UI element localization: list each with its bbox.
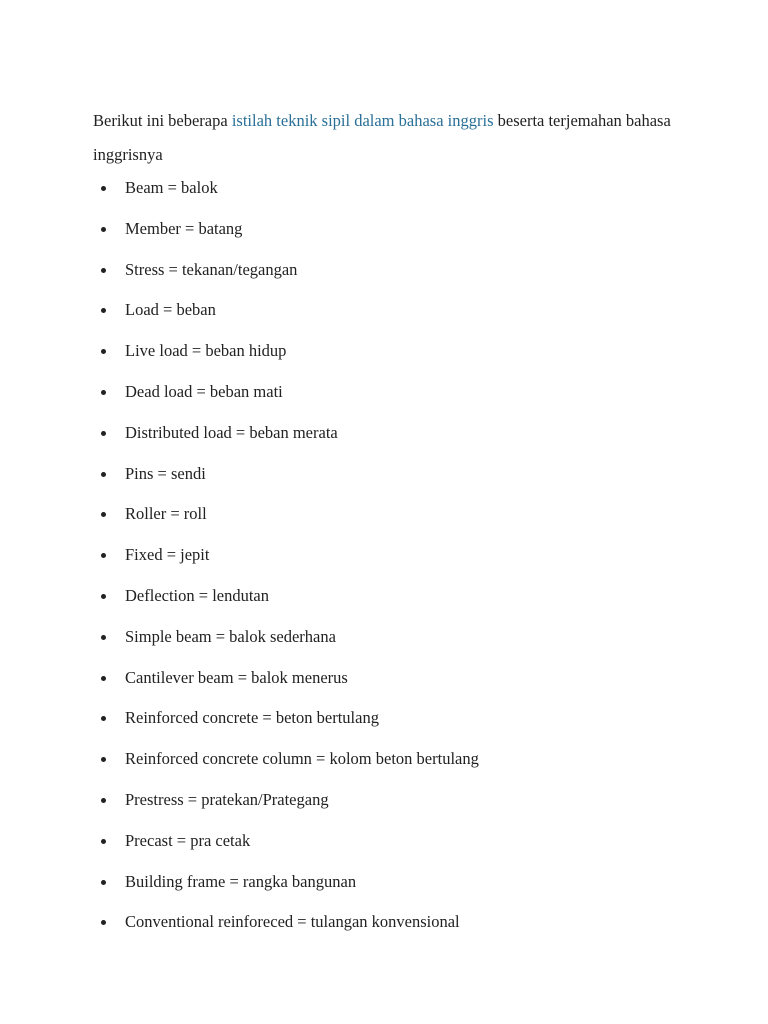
bullet-icon (101, 349, 106, 354)
bullet-icon (101, 635, 106, 640)
list-item (0, 250, 479, 291)
bullet-icon (101, 186, 106, 191)
intro-link[interactable]: istilah teknik sipil dalam bahasa inggris (231, 111, 494, 130)
bullet-icon (101, 920, 106, 925)
list-item (0, 168, 479, 209)
intro-paragraph (93, 104, 713, 172)
term-text: Building frame = rangka bangunan (125, 871, 357, 891)
bullet-icon (101, 268, 106, 273)
term-text: Simple beam = balok sederhana (125, 626, 336, 646)
term-text: Deflection = lendutan (125, 585, 270, 605)
bullet-icon (101, 553, 106, 558)
term-text: Reinforced concrete column = kolom beton bertulang (125, 749, 479, 769)
term-text: Conventional reinforeced = tulangan konvensional (125, 912, 460, 932)
list-item (0, 535, 479, 576)
terms-list (0, 168, 479, 943)
bullet-icon (101, 716, 106, 721)
list-item (0, 494, 479, 535)
list-item (0, 331, 479, 372)
bullet-icon (101, 512, 106, 517)
term-text: Reinforced concrete = beton bertulang (125, 708, 379, 728)
list-item (0, 290, 479, 331)
bullet-icon (101, 880, 106, 885)
bullet-icon (101, 798, 106, 803)
bullet-icon (101, 390, 106, 395)
list-item (0, 739, 479, 780)
list-item (0, 658, 479, 699)
list-item (0, 862, 479, 903)
list-item (0, 209, 479, 250)
bullet-icon (101, 594, 106, 599)
term-text: Live load = beban hidup (125, 341, 287, 361)
term-text: Distributed load = beban merata (125, 422, 338, 442)
bullet-icon (101, 757, 106, 762)
list-item (0, 821, 479, 862)
bullet-icon (101, 431, 106, 436)
term-text: Fixed = jepit (125, 545, 210, 565)
bullet-icon (101, 472, 106, 477)
list-item (0, 698, 479, 739)
term-text: Dead load = beban mati (125, 381, 283, 401)
list-item (0, 780, 479, 821)
bullet-icon (101, 308, 106, 313)
term-text: Cantilever beam = balok menerus (125, 667, 348, 687)
term-text: Member = batang (125, 218, 243, 238)
bullet-icon (101, 676, 106, 681)
term-text: Precast = pra cetak (125, 830, 251, 850)
term-text: Prestress = pratekan/Prategang (125, 789, 329, 809)
term-text: Beam = balok (125, 178, 218, 197)
list-item (0, 576, 479, 617)
list-item (0, 617, 479, 658)
list-item (0, 413, 479, 454)
intro-text-before: Berikut ini beberapa (93, 111, 232, 130)
bullet-icon (101, 839, 106, 844)
list-item (0, 902, 479, 943)
term-text: Stress = tekanan/tegangan (125, 259, 298, 279)
bullet-icon (101, 227, 106, 232)
list-item (0, 372, 479, 413)
term-text: Load = beban (125, 300, 216, 320)
term-text: Pins = sendi (125, 463, 206, 483)
intro-text-after: beserta terjemahan bahasa inggrisnya (93, 111, 671, 164)
list-item (0, 454, 479, 495)
term-text: Roller = roll (125, 504, 207, 524)
